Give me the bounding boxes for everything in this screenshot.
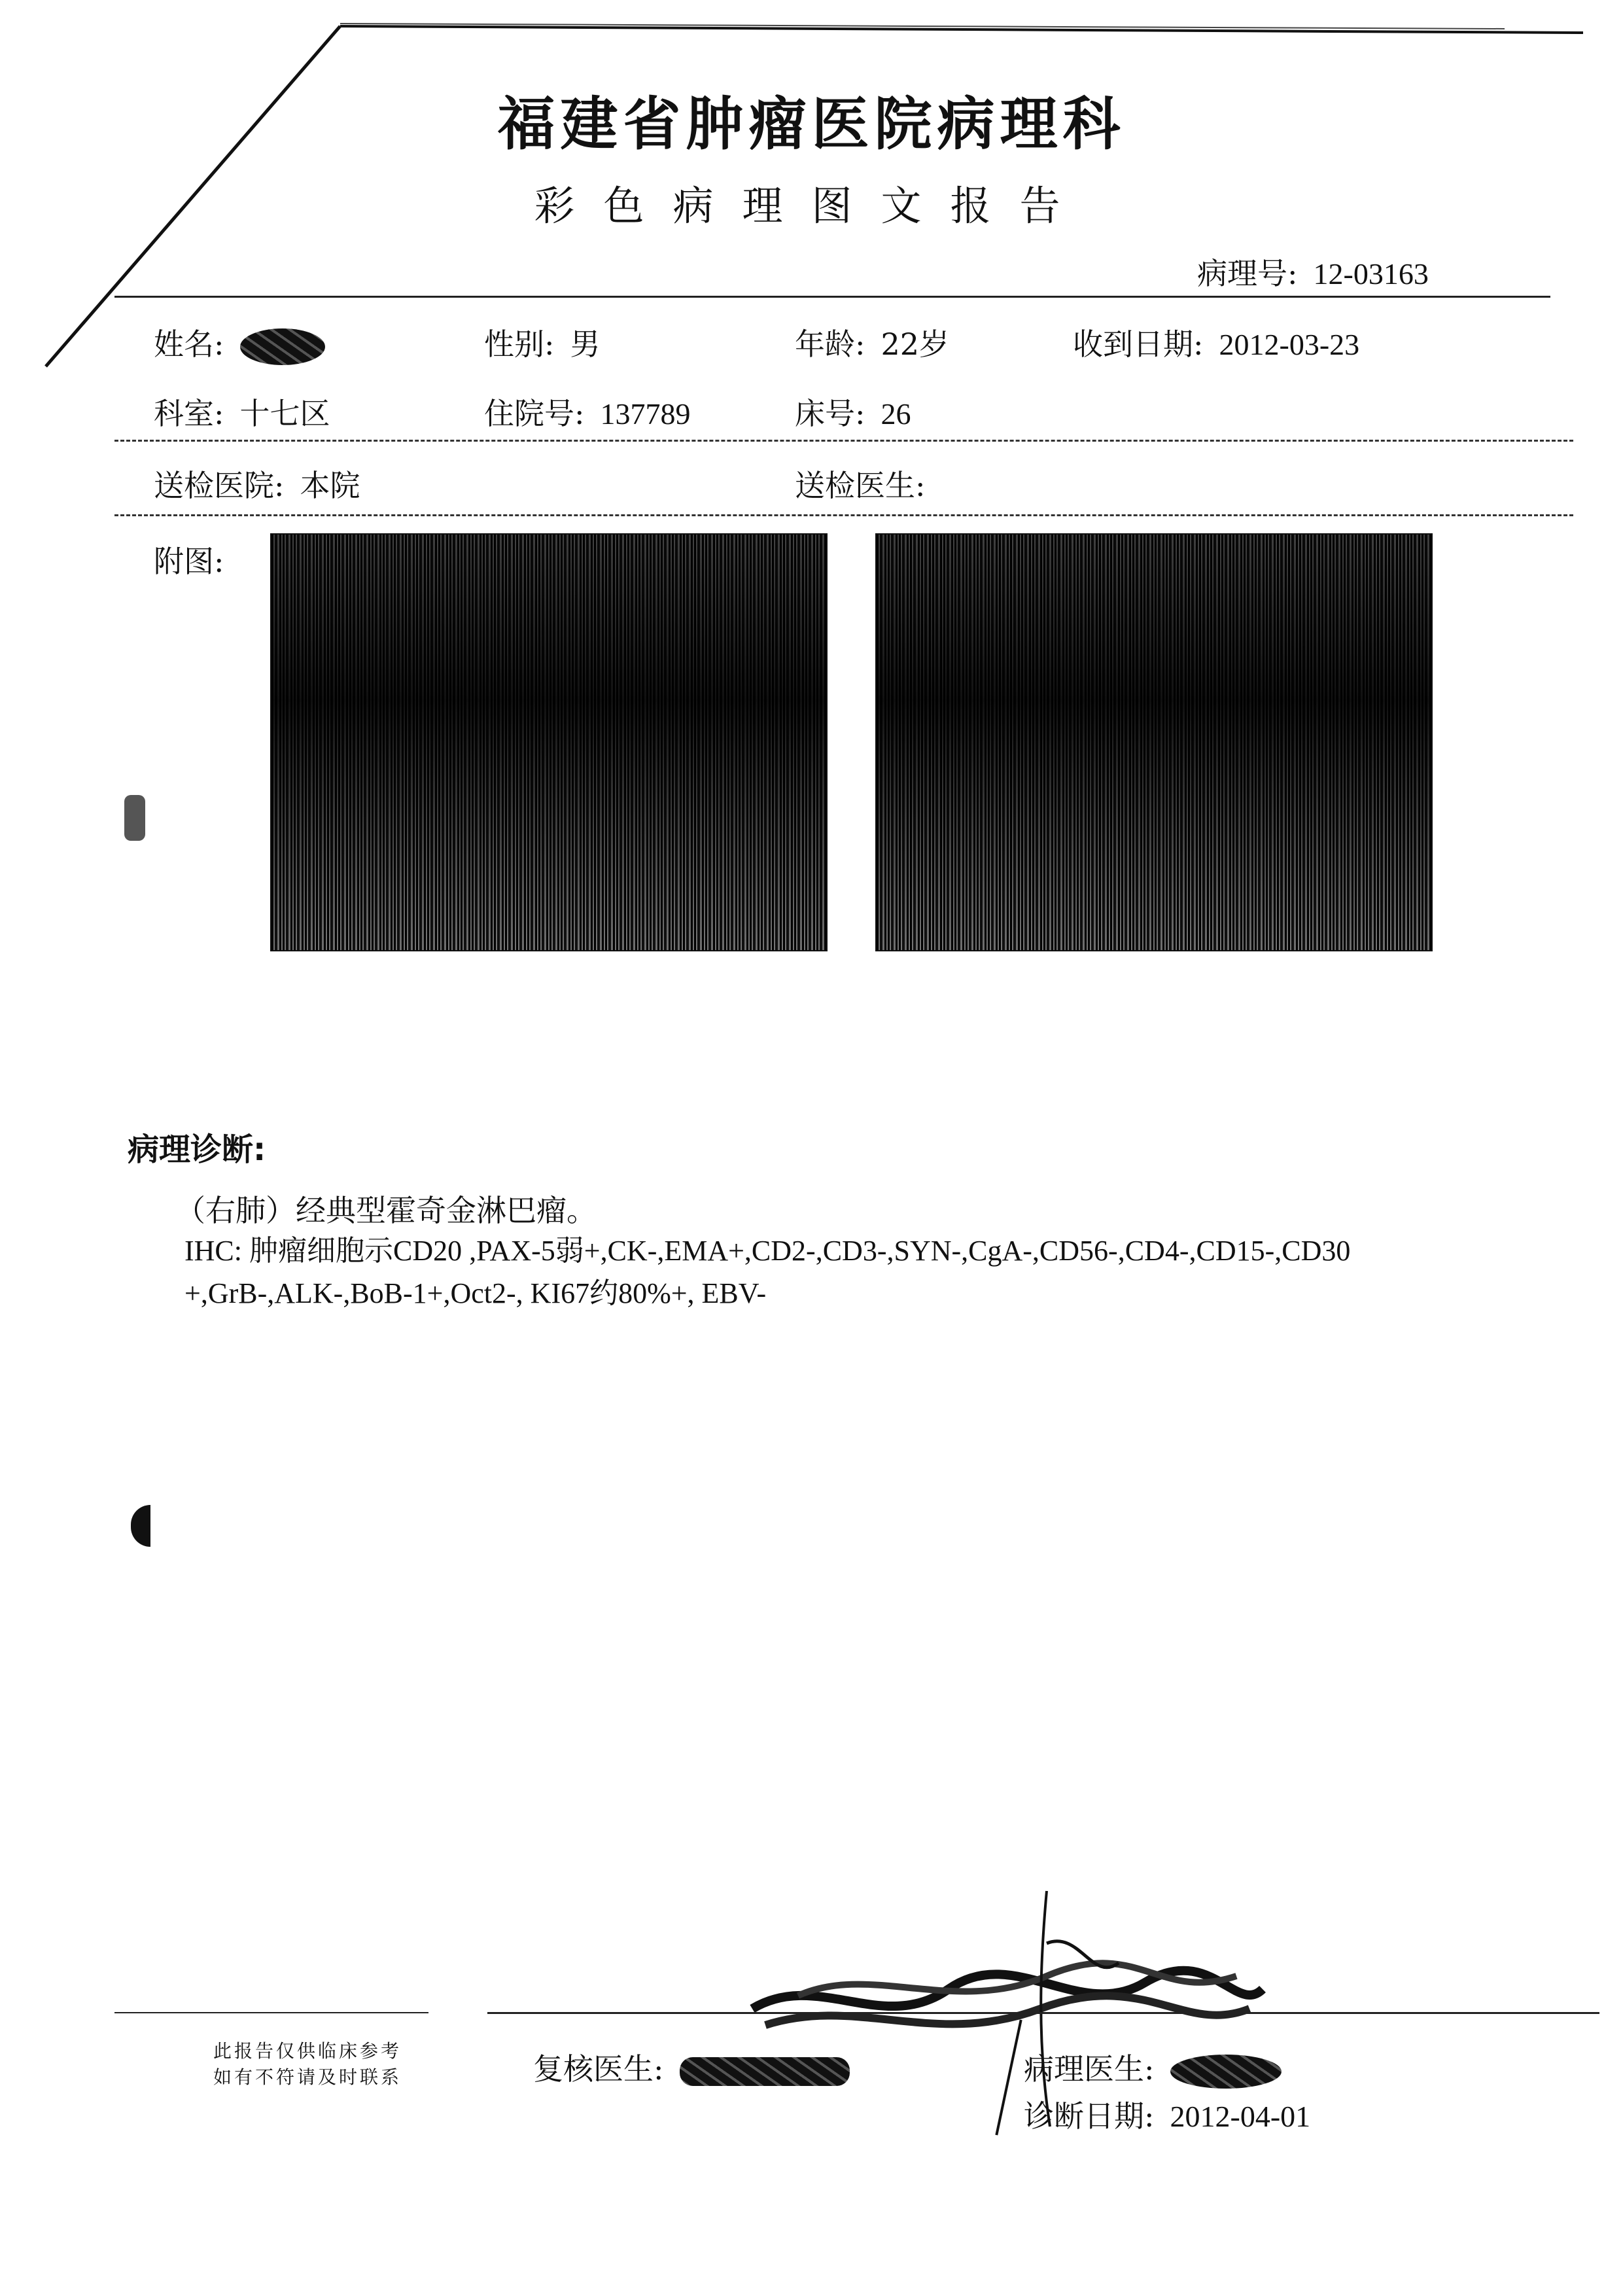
reviewer-label: 复核医生:: [533, 2051, 664, 2087]
pathology-number: [1197, 250, 1429, 293]
redacted-pathologist-mark: [1170, 2055, 1282, 2089]
patient-sex: [484, 321, 601, 364]
diagnosis-line-3: +,GrB-,ALK-,BoB-1+,Oct2-, KI67约80%+, EBV-: [184, 1277, 767, 1309]
punch-hole-mark-2: [131, 1505, 150, 1547]
department-label: 科室:: [154, 396, 224, 431]
diagnosis-date-value: 2012-04-01: [1170, 2100, 1311, 2133]
received-date-label: 收到日期:: [1073, 327, 1204, 362]
diagnosis-heading: 病理诊断:: [128, 1131, 266, 1168]
divider-footer-left: [114, 2012, 428, 2013]
department: [154, 390, 330, 433]
reviewer-doctor: [533, 2045, 850, 2089]
redacted-reviewer-mark: [680, 2057, 850, 2086]
figures-label: 附图:: [154, 544, 224, 579]
disclaimer-line-1: 此报告仅供临床参考: [213, 2040, 402, 2062]
submitting-hospital-label: 送检医院:: [154, 468, 285, 503]
redacted-name-mark: [240, 328, 325, 365]
inpatient-label: 住院号:: [484, 396, 585, 431]
disclaimer-line-2: 如有不符请及时联系: [213, 2066, 402, 2088]
divider-footer-main: [487, 2012, 1599, 2014]
age-value: 22岁: [881, 327, 950, 362]
pathology-image-right: [875, 533, 1433, 951]
diagnosis-line-1: （右肺）经典型霍奇金淋巴瘤。: [175, 1193, 597, 1228]
department-value: 十七区: [239, 396, 330, 431]
divider-top: [114, 296, 1550, 298]
patient-age: [795, 321, 949, 364]
sex-value: 男: [570, 327, 601, 362]
submitting-doctor-label: 送检医生:: [795, 468, 926, 503]
submitting-hospital-value: 本院: [300, 468, 360, 503]
received-date-value: 2012-03-23: [1219, 328, 1360, 361]
report-disclaimer: [177, 2038, 438, 2091]
pathology-image-left: [270, 533, 828, 951]
patient-name: [154, 321, 325, 365]
bed-number: [795, 390, 911, 433]
divider-3: [114, 514, 1573, 516]
bed-label: 床号:: [795, 396, 865, 431]
submitting-doctor: [795, 462, 941, 505]
diagnosis-date-label: 诊断日期:: [1024, 2098, 1155, 2134]
inpatient-number: [484, 390, 691, 433]
pathologist-label: 病理医生:: [1024, 2051, 1155, 2087]
pathology-number-label: 病理号:: [1197, 256, 1298, 291]
received-date: [1073, 321, 1359, 364]
diagnosis-date: [1024, 2093, 1310, 2136]
report-title: 彩色病理图文报告: [534, 182, 1089, 230]
sex-label: 性别:: [484, 327, 555, 362]
divider-2: [114, 440, 1573, 442]
inpatient-value: 137789: [600, 397, 691, 431]
pathologist: [1024, 2045, 1282, 2089]
bed-value: 26: [881, 397, 911, 431]
age-label: 年龄:: [795, 327, 865, 362]
hospital-title: 福建省肿瘤医院病理科: [497, 90, 1126, 158]
pathology-number-value: 12-03163: [1313, 257, 1429, 291]
diagnosis-line-2: IHC: 肿瘤细胞示CD20 ,PAX-5弱+,CK-,EMA+,CD2-,CD3-,SYN-,CgA-,CD56-,CD4-,CD15-,CD30: [184, 1235, 1351, 1267]
name-label: 姓名:: [154, 327, 224, 362]
submitting-hospital: [154, 462, 360, 505]
punch-hole-mark: [124, 795, 145, 841]
